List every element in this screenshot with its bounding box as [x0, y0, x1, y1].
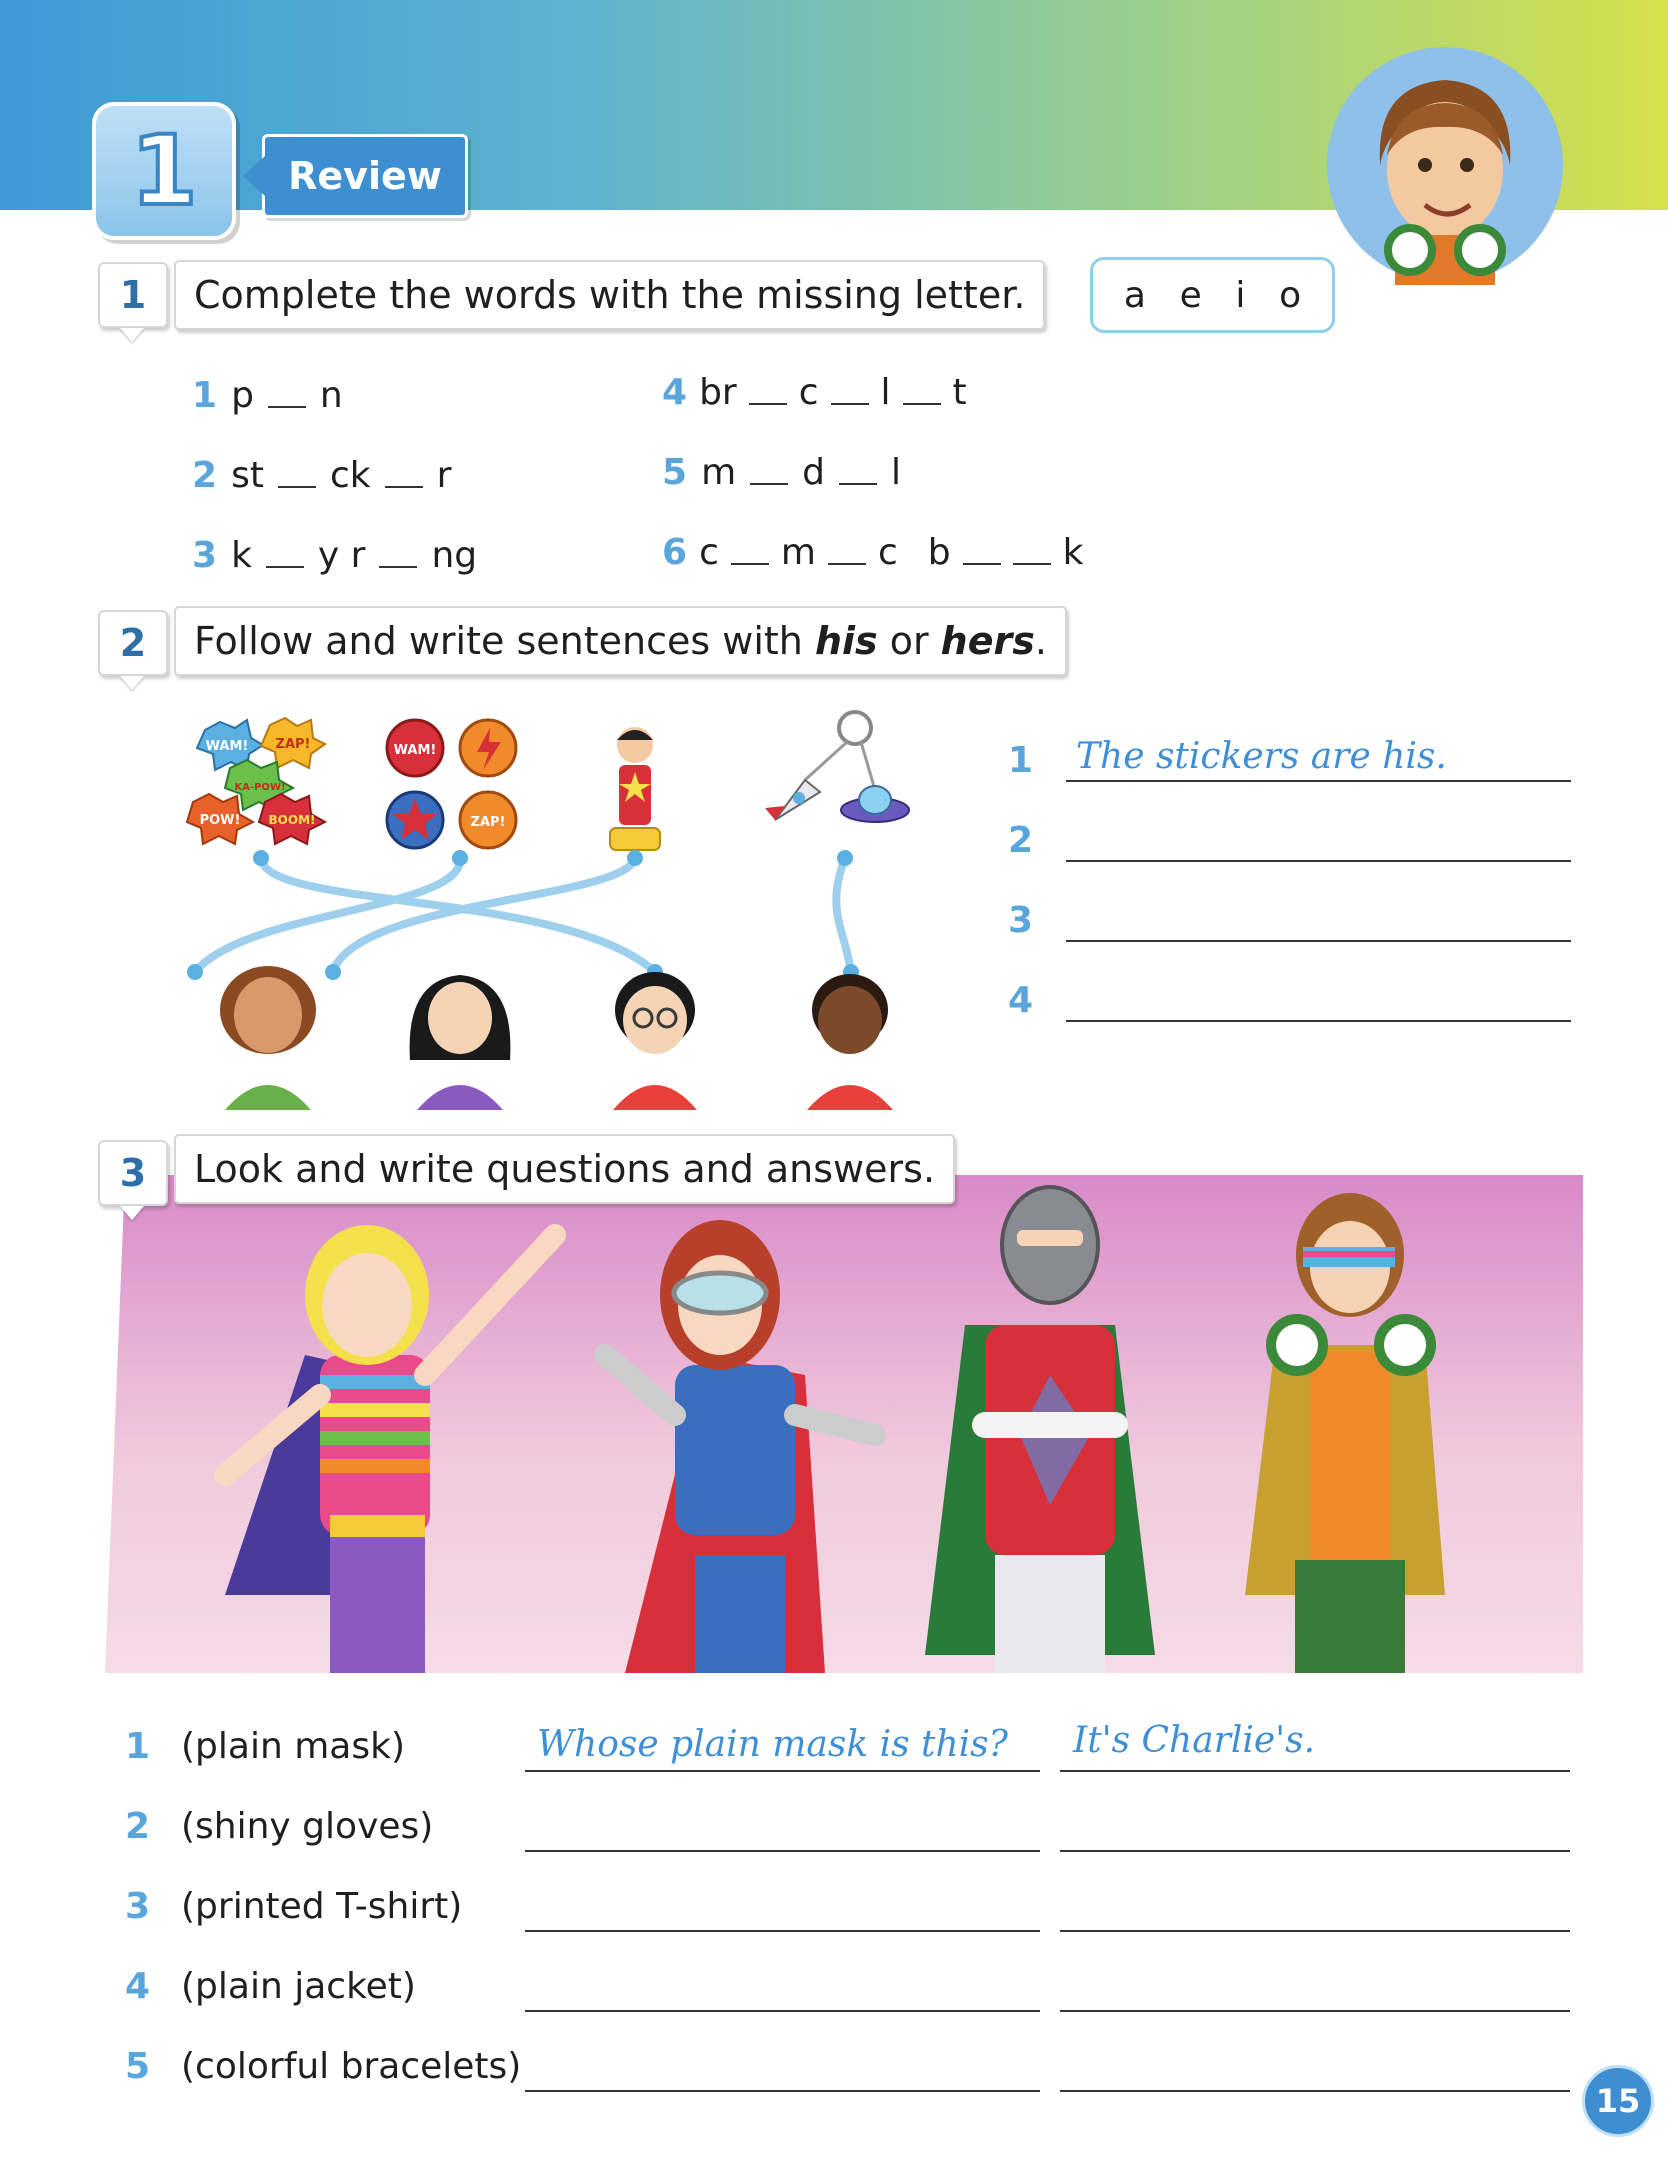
word-part: k	[1062, 532, 1084, 573]
word-part: k	[231, 535, 252, 576]
sticker-wam: WAM!	[205, 739, 249, 754]
ex1-item-3	[192, 535, 477, 576]
ex3-item-1	[125, 1720, 1585, 1780]
blank-input[interactable]	[278, 486, 316, 488]
ex1-item-5	[662, 452, 901, 493]
word-part: c	[699, 532, 719, 573]
exercise3-title-text: Look and write questions and answers.	[194, 1147, 936, 1191]
answer-line[interactable]	[1060, 2010, 1570, 2012]
sticker-pow: POW!	[199, 813, 241, 828]
answer-line[interactable]	[1060, 1930, 1570, 1932]
question-line[interactable]	[525, 2090, 1040, 2092]
word-part: y r	[317, 535, 366, 576]
answer-line[interactable]	[1060, 2090, 1570, 2092]
word-part: ng	[431, 535, 478, 576]
girl-curly-hair-avatar	[220, 966, 316, 1110]
exercise3-number	[98, 1140, 168, 1206]
item-prompt: (colorful bracelets)	[181, 2046, 522, 2087]
page-number: 15	[1595, 2082, 1641, 2120]
word-part: d	[802, 452, 825, 493]
item-number: 5	[125, 2046, 151, 2087]
word-part: ck	[329, 455, 371, 496]
blank-input[interactable]	[1013, 563, 1051, 565]
question-line[interactable]	[525, 1930, 1040, 1932]
boy-glasses-avatar	[613, 972, 697, 1110]
item-number: 3	[192, 535, 218, 576]
answer-line[interactable]	[1060, 1850, 1570, 1852]
item-number: 6	[662, 532, 688, 573]
item-number: 1	[192, 375, 218, 416]
letter-option: o	[1279, 274, 1302, 316]
word-part: c	[877, 532, 898, 573]
exercise2-title-mid: or	[877, 619, 941, 663]
girl-black-hair-avatar	[410, 975, 511, 1110]
review-tab	[262, 134, 468, 218]
word-part: n	[319, 375, 343, 416]
answer-line[interactable]	[1066, 1020, 1571, 1022]
ex1-item-1	[192, 375, 343, 416]
ex3-item-2	[125, 1800, 1585, 1860]
answer-line[interactable]	[1066, 780, 1571, 782]
exercise1-number-text: 1	[119, 273, 147, 317]
sticker-boom: BOOM!	[268, 813, 316, 827]
ex1-item-4	[662, 372, 967, 413]
exercise2-title-hers: hers	[940, 619, 1035, 663]
unit-number-tile	[92, 102, 236, 240]
blank-input[interactable]	[828, 563, 866, 565]
ex1-item-2	[192, 455, 451, 496]
ex3-item-4	[125, 1960, 1585, 2020]
question-text: Whose plain mask is this?	[537, 1724, 1008, 1765]
answer-line[interactable]	[1066, 860, 1571, 862]
answer-text: It's Charlie's.	[1073, 1720, 1316, 1761]
answer-line[interactable]	[1066, 940, 1571, 942]
question-line[interactable]	[525, 1770, 1040, 1772]
exercise2-title-his: his	[814, 619, 878, 663]
blank-input[interactable]	[266, 566, 304, 568]
badge-wam: WAM!	[393, 743, 437, 758]
exercise2-title-start: Follow and write sentences with	[194, 619, 815, 663]
blank-input[interactable]	[839, 483, 877, 485]
ex3-item-5	[125, 2040, 1585, 2100]
item-number: 4	[662, 372, 688, 413]
exercise1-number	[98, 262, 168, 328]
word-part: b	[927, 532, 951, 573]
item-number: 1	[1008, 740, 1034, 781]
exercise2-title-end: .	[1034, 619, 1047, 663]
letter-options-box	[1090, 257, 1335, 333]
item-number: 4	[125, 1966, 151, 2007]
word-part: m	[701, 452, 737, 493]
word-part: r	[436, 455, 452, 496]
word-part: t	[952, 372, 967, 413]
item-number: 2	[125, 1806, 151, 1847]
item-prompt: (printed T-shirt)	[181, 1886, 463, 1927]
item-number: 1	[125, 1726, 151, 1767]
word-part: br	[699, 372, 737, 413]
ex3-item-3	[125, 1880, 1585, 1940]
blank-input[interactable]	[385, 486, 423, 488]
sticker-zap: ZAP!	[275, 737, 311, 752]
page-number-badge	[1582, 2065, 1654, 2137]
answer-line[interactable]	[1060, 1770, 1570, 1772]
word-part: m	[780, 532, 816, 573]
item-prompt: (plain mask)	[181, 1726, 405, 1767]
superheroes-scene	[105, 1175, 1583, 1673]
boy-dark-skin-avatar	[807, 974, 893, 1110]
exercise1-title	[174, 260, 1045, 330]
blank-input[interactable]	[831, 403, 869, 405]
word-part: l	[891, 452, 902, 493]
keyrings-group	[765, 712, 909, 822]
blank-input[interactable]	[750, 483, 788, 485]
blank-input[interactable]	[903, 403, 941, 405]
superhero-toy-group	[610, 727, 660, 850]
follow-lines-illustration	[185, 710, 945, 1110]
letter-option: a	[1123, 274, 1146, 316]
exercise2-number	[98, 610, 168, 676]
exercise2-title	[174, 606, 1067, 676]
exercise3-title	[174, 1134, 955, 1204]
badge-zap: ZAP!	[470, 815, 506, 830]
badges-group	[387, 720, 516, 848]
blank-input[interactable]	[731, 563, 769, 565]
blank-input[interactable]	[379, 566, 417, 568]
superheroes-illustration	[105, 1175, 1583, 1673]
letter-option: e	[1179, 274, 1202, 316]
exercise1-title-text: Complete the words with the missing letter.	[194, 273, 1026, 317]
item-number: 2	[1008, 820, 1034, 861]
item-number: 2	[192, 455, 218, 496]
item-number: 5	[662, 452, 688, 493]
item-number: 3	[125, 1886, 151, 1927]
item-number: 3	[1008, 900, 1034, 941]
ex1-item-6	[662, 532, 1083, 573]
question-line[interactable]	[525, 1850, 1040, 1852]
word-part: l	[880, 372, 891, 413]
word-part: c	[798, 372, 819, 413]
blank-input[interactable]	[749, 403, 787, 405]
blank-input[interactable]	[268, 406, 306, 408]
item-number: 4	[1008, 980, 1034, 1021]
unit-number: 1	[130, 115, 198, 227]
item-prompt: (plain jacket)	[181, 1966, 416, 2007]
word-part: st	[231, 455, 264, 496]
question-line[interactable]	[525, 2010, 1040, 2012]
exercise2-number-text: 2	[119, 621, 147, 665]
letter-option: i	[1235, 274, 1246, 316]
review-label: Review	[288, 154, 442, 198]
stickers-group	[187, 718, 325, 844]
word-part: p	[231, 375, 254, 416]
sticker-kapow: KA-POW!	[234, 782, 286, 793]
blank-input[interactable]	[963, 563, 1001, 565]
exercise3-number-text: 3	[119, 1151, 147, 1195]
item-prompt: (shiny gloves)	[181, 1806, 434, 1847]
boy-avatar-illustration	[1325, 45, 1565, 285]
answer-text: The stickers are his.	[1076, 736, 1447, 777]
